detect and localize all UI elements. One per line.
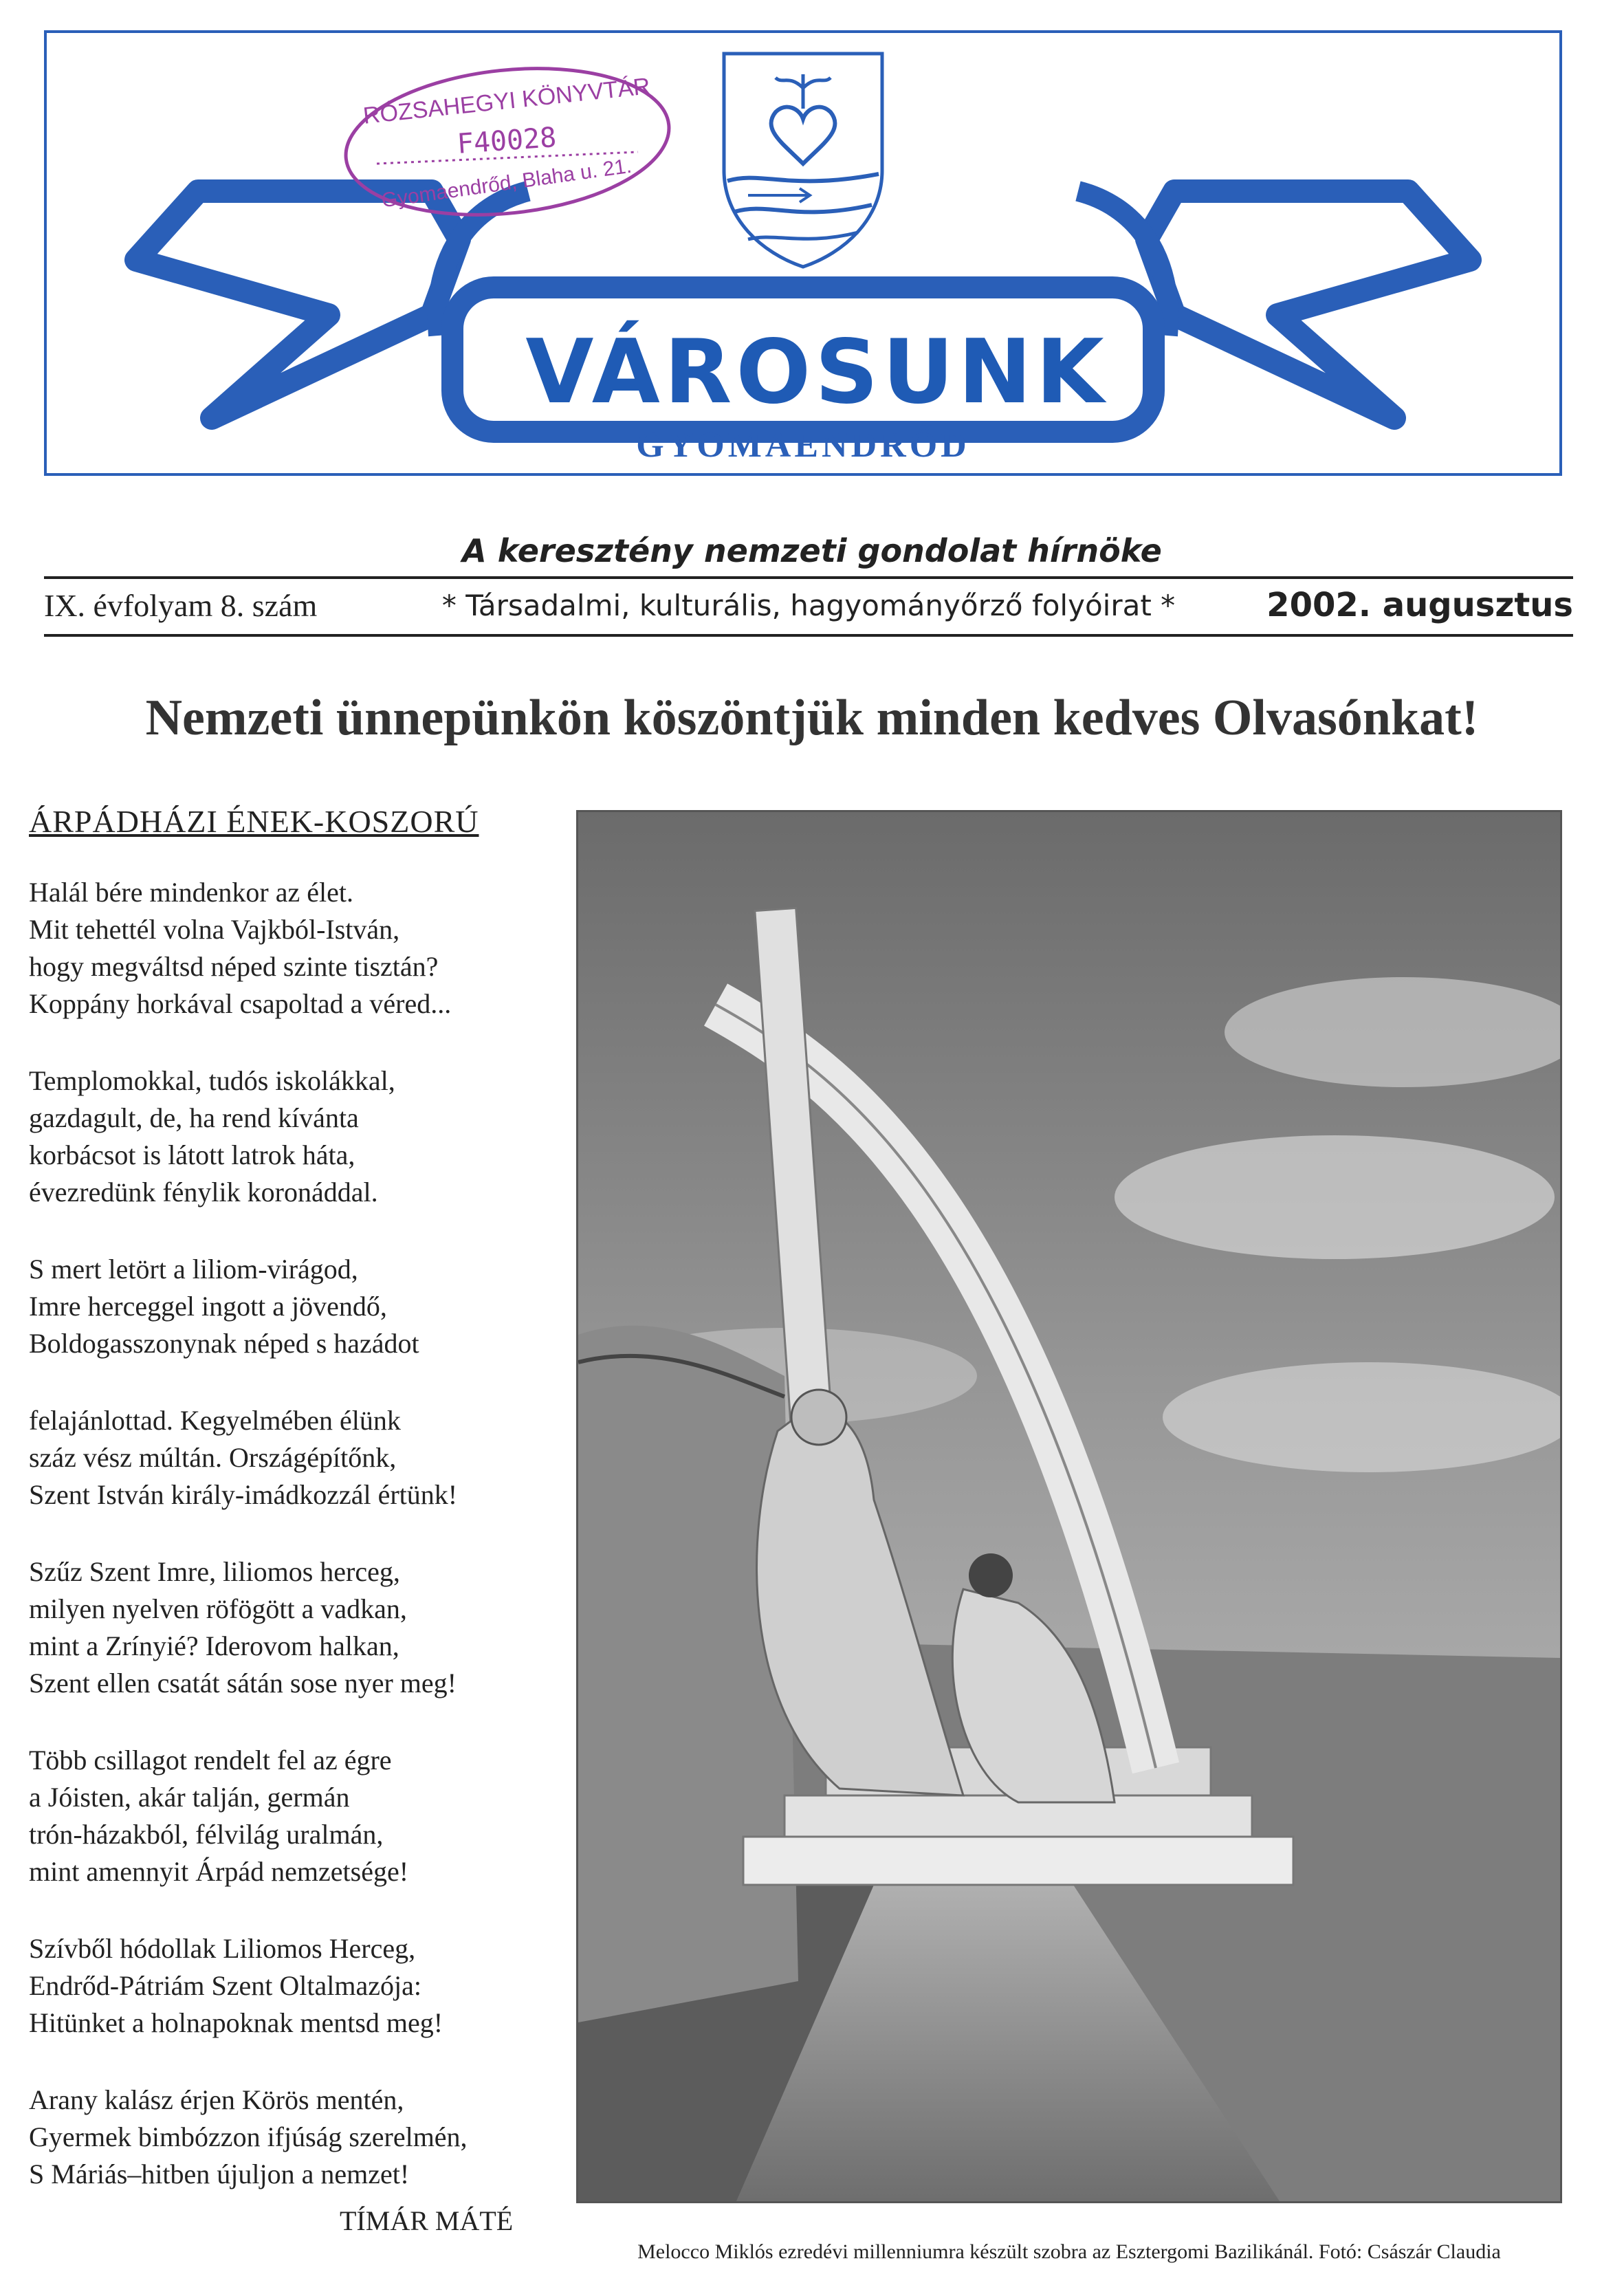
stamp-number-text: F40028 xyxy=(456,122,558,161)
issue-date: 2002. augusztus xyxy=(1266,586,1573,624)
poem-line: trón-házakból, félvilág uralmán, xyxy=(29,1819,384,1850)
poem-line: S mert letört a liliom-virágod, xyxy=(29,1254,358,1285)
poem-stanza xyxy=(29,1553,551,1702)
stamp-library-text: RÓZSAHEGYI KÖNYVTÁR xyxy=(362,73,652,129)
issue-info-bar xyxy=(44,583,1573,631)
divider-bottom xyxy=(44,634,1573,637)
divider-top xyxy=(44,576,1573,579)
poem-line: Boldogasszonynak néped s hazádot xyxy=(29,1328,419,1359)
masthead xyxy=(44,30,1562,476)
poem-line: Hitünket a holnapoknak mentsd meg! xyxy=(29,2007,443,2038)
poem-stanza xyxy=(29,1402,551,1514)
poem-line: száz vész múltán. Országépítőnk, xyxy=(29,1442,397,1473)
poem-line: S Máriás–hitben újuljon a nemzet! xyxy=(29,2159,410,2189)
publication-subtitle: * Társadalmi, kulturális, hagyományőrző folyóirat * xyxy=(441,589,1176,622)
poem-author: TÍMÁR MÁTÉ xyxy=(340,2205,514,2236)
poem-line: Endrőd-Pátriám Szent Oltalmazója: xyxy=(29,1970,421,2001)
poem-stanza xyxy=(29,874,551,1023)
poem-line: Szent ellen csatát sátán sose nyer meg! xyxy=(29,1668,457,1698)
poem-line: Imre herceggel ingott a jövendő, xyxy=(29,1291,387,1322)
photo-caption: Melocco Miklós ezredévi millenniumra készült szobra az Esztergomi Bazilikánál. Fotó: Császár Claudia xyxy=(637,2240,1501,2263)
poem-stanza xyxy=(29,1251,551,1362)
poem-line: Gyermek bimbózzon ifjúság szerelmén, xyxy=(29,2121,468,2152)
poem-line: a Jóisten, akár talján, germán xyxy=(29,1782,350,1813)
poem-line: Szívből hódollak Liliomos Herceg, xyxy=(29,1933,416,1964)
poem-line: Mit tehettél volna Vajkból-István, xyxy=(29,914,400,945)
poem-line: Szűz Szent Imre, liliomos herceg, xyxy=(29,1556,400,1587)
poem-line: Arany kalász érjen Körös mentén, xyxy=(29,2084,404,2115)
publication-title: VÁROSUNK xyxy=(525,321,1108,424)
poem-line: évezredünk fénylik koronáddal. xyxy=(29,1177,378,1208)
poem-line: Szent István király-imádkozzál értünk! xyxy=(29,1479,458,1510)
poem-line: korbácsot is látott latrok háta, xyxy=(29,1139,355,1170)
issue-number: IX. évfolyam 8. szám xyxy=(44,588,318,623)
library-stamp xyxy=(336,52,679,238)
poem-line: gazdagult, de, ha rend kívánta xyxy=(29,1102,359,1133)
poem-line: mint amennyit Árpád nemzetsége! xyxy=(29,1856,409,1887)
poem-line: Templomokkal, tudós iskolákkal, xyxy=(29,1065,395,1096)
poem xyxy=(29,803,551,2233)
poem-line: felajánlottad. Kegyelmében élünk xyxy=(29,1405,401,1436)
poem-stanza xyxy=(29,1062,551,1211)
poem-line: Több csillagot rendelt fel az égre xyxy=(29,1745,392,1776)
poem-line: hogy megváltsd néped szinte tisztán? xyxy=(29,951,439,982)
coat-of-arms-icon xyxy=(724,54,882,267)
headline: Nemzeti ünnepünkön köszöntjük minden kedves Olvasónkat! xyxy=(145,690,1479,746)
poem-line: milyen nyelven röfögött a vadkan, xyxy=(29,1593,407,1624)
publication-city: GYOMAENDRŐD xyxy=(636,426,970,465)
poem-stanza xyxy=(29,2082,551,2193)
statue-photo-illustration xyxy=(578,812,1560,2201)
tagline: A keresztény nemzeti gondolat hírnöke xyxy=(462,532,1162,569)
poem-line: mint a Zrínyié? Iderovom halkan, xyxy=(29,1630,399,1661)
stamp-address-text: Gyomaendrőd, Blaha u. 21. xyxy=(380,154,633,212)
poem-stanza xyxy=(29,1742,551,1890)
right-ribbon-shape xyxy=(1147,191,1470,418)
poem-line: Koppány horkával csapoltad a véred... xyxy=(29,988,452,1019)
poem-stanza xyxy=(29,1930,551,2042)
poem-title: ÁRPÁDHÁZI ÉNEK-KOSZORÚ xyxy=(29,804,479,839)
statue-photo xyxy=(576,810,1562,2203)
poem-line: Halál bére mindenkor az élet. xyxy=(29,877,353,908)
